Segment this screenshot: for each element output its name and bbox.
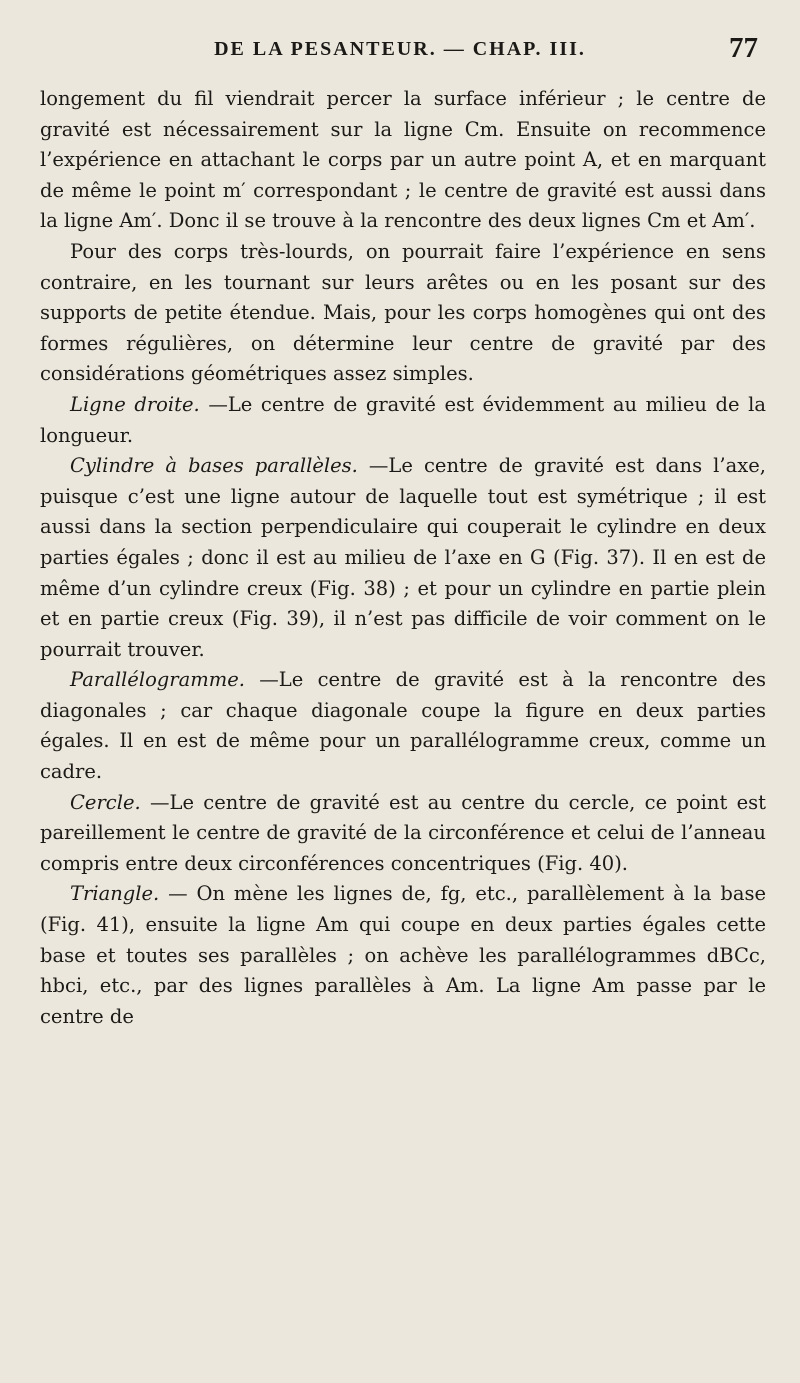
paragraph-cylinder (40, 451, 766, 665)
body-text (40, 84, 766, 1032)
paragraph-heavy-bodies (40, 237, 766, 390)
paragraph-text: —Le centre de gravité est dans l’axe, puisque c’est une ligne autour de laquelle tout est symétrique ; il est aussi dans la section perpendiculaire qui couperait le cylindre en deux parties égales ; donc il est au milieu de l’axe en G (Fig. 37). Il en est de même d’un cylindre creux (Fig. 38) ; et pour un cylindre en partie plein et en partie creux (Fig. 39), il n’est pas difficile de voir comment on le pourrait trouver. (40, 454, 766, 661)
page-number: 77 (729, 32, 758, 64)
section-heading: Ligne droite. (70, 392, 200, 416)
paragraph-parallelogram (40, 665, 766, 787)
section-heading: Parallélogramme. (70, 668, 245, 692)
paragraph-text: —Le centre de gravité est au centre du cercle, ce point est pareillement le centre de gravité de la circonférence et celui de l’anneau compris entre deux circonférences concentriques (Fig. 40). (40, 790, 766, 875)
paragraph-text: —Le centre de gravité est évidemment au milieu de la longueur. (40, 392, 766, 447)
paragraph-text: Pour des corps très-lourds, on pourrait faire l’expérience en sens contraire, en les tournant sur leurs arêtes ou en les posant sur des supports de petite étendue. Mais, pour les corps homogènes qui ont des formes régulières, on détermine leur centre de gravité par des considérations géométriques assez simples. (40, 239, 766, 386)
paragraph-triangle (40, 879, 766, 1032)
section-heading: Cercle. (70, 790, 141, 814)
paragraph-circle (40, 788, 766, 880)
running-title: DE LA PESANTEUR. — CHAP. III. (214, 38, 586, 60)
page-header (0, 32, 800, 72)
paragraph-straight-line (40, 390, 766, 451)
paragraph-text: —Le centre de gravité est à la rencontre des diagonales ; car chaque diagonale coupe la figure en deux parties égales. Il en est de même pour un parallélogramme creux, comme un cadre. (40, 668, 766, 784)
paragraph-continuation (40, 84, 766, 237)
section-heading: Triangle. (70, 882, 160, 906)
paragraph-text: — On mène les lignes de, fg, etc., parallèlement à la base (Fig. 41), ensuite la ligne Am qui coupe en deux parties égales cette base et toutes ses parallèles ; on achève les parallélogrammes dBCc, hbci, etc., par des lignes parallèles à Am. La ligne Am passe par le centre de (40, 882, 766, 1028)
paragraph-text: longement du fil viendrait percer la surface inférieur ; le centre de gravité est nécessairement sur la ligne Cm. Ensuite on recommence l’expérience en attachant le corps par un autre point A, et en marquant de même le point m′ correspondant ; le centre de gravité est aussi dans la ligne Am′. Donc il se trouve à la rencontre des deux lignes Cm et Am′. (40, 87, 766, 233)
section-heading: Cylindre à bases parallèles. (70, 454, 358, 478)
